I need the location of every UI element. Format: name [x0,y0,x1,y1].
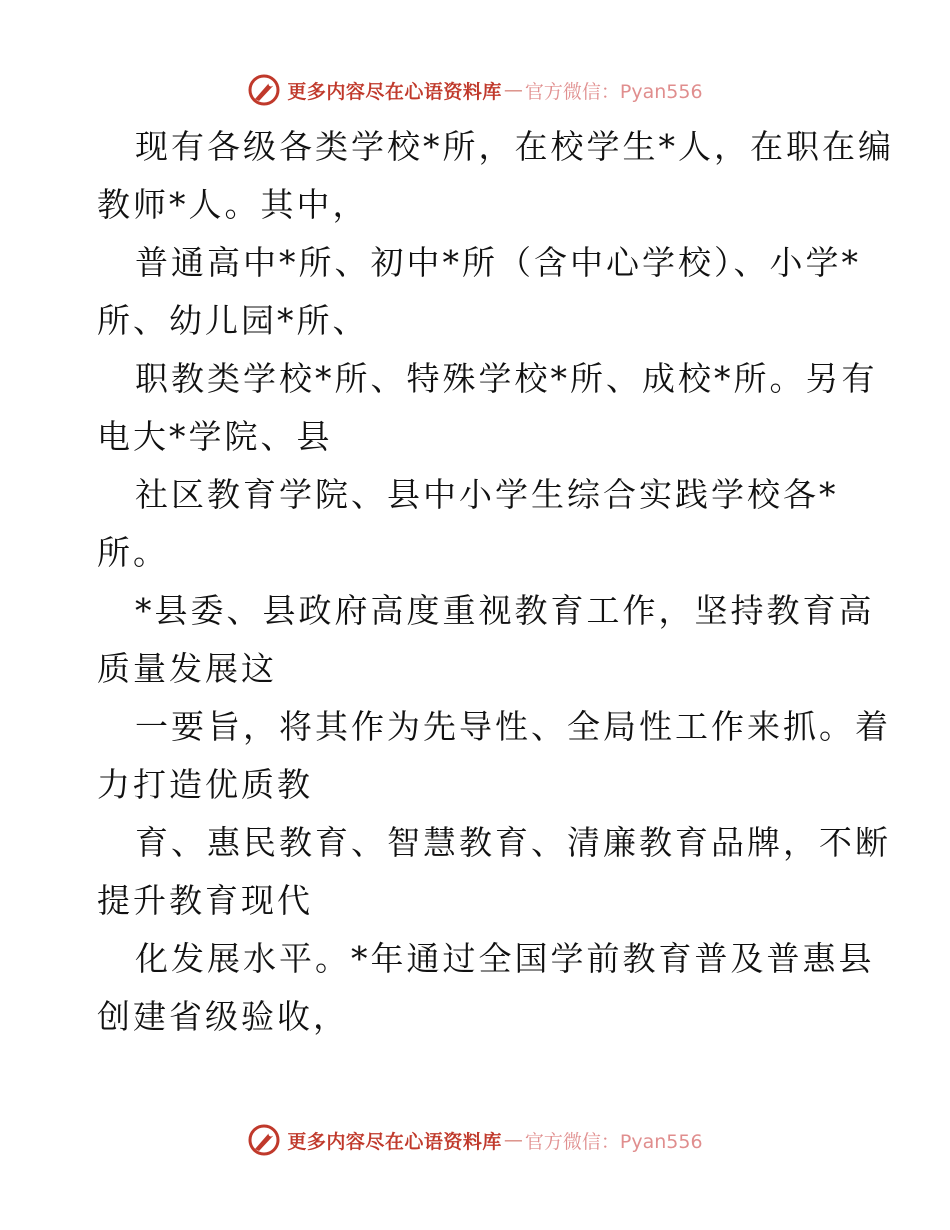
banner-wechat: 官方微信：Pyan556 [524,80,703,103]
footer-banner [0,1120,950,1160]
body-line: 创建省级验收， [97,997,349,1036]
body-line: 教师*人。其中， [97,185,369,224]
body-line: 育、惠民教育、智慧教育、清廉教育品牌，不断 [135,823,891,862]
body-line: 化发展水平。*年通过全国学前教育普及普惠县 [135,939,875,978]
body-line: 电大*学院、县 [97,417,333,456]
body-line: 社区教育学院、县中小学生综合实践学校各* [135,475,839,514]
body-line: 提升教育现代 [97,881,313,920]
body-line: 普通高中*所、初中*所（含中心学校）、小学* [135,243,861,282]
banner-separator: — [503,79,523,101]
pen-logo-icon [247,73,281,107]
body-line: 职教类学校*所、特殊学校*所、成校*所。另有 [135,359,878,398]
body-line: 所。 [97,533,169,572]
banner-wechat: 官方微信：Pyan556 [524,1130,703,1153]
banner-title: 更多内容尽在心语资料库 [287,80,502,103]
body-line: 所、幼儿园*所、 [97,301,369,340]
banner-separator: — [503,1129,523,1151]
body-line: 质量发展这 [97,649,277,688]
body-line: 一要旨，将其作为先导性、全局性工作来抓。着 [135,707,891,746]
body-line: 力打造优质教 [97,765,313,804]
body-line: *县委、县政府高度重视教育工作，坚持教育高 [135,591,875,630]
body-line: 现有各级各类学校*所，在校学生*人，在职在编 [135,127,894,166]
document-body [97,118,894,1046]
pen-logo-icon [247,1123,281,1157]
header-banner [0,70,950,110]
banner-title: 更多内容尽在心语资料库 [287,1130,502,1153]
